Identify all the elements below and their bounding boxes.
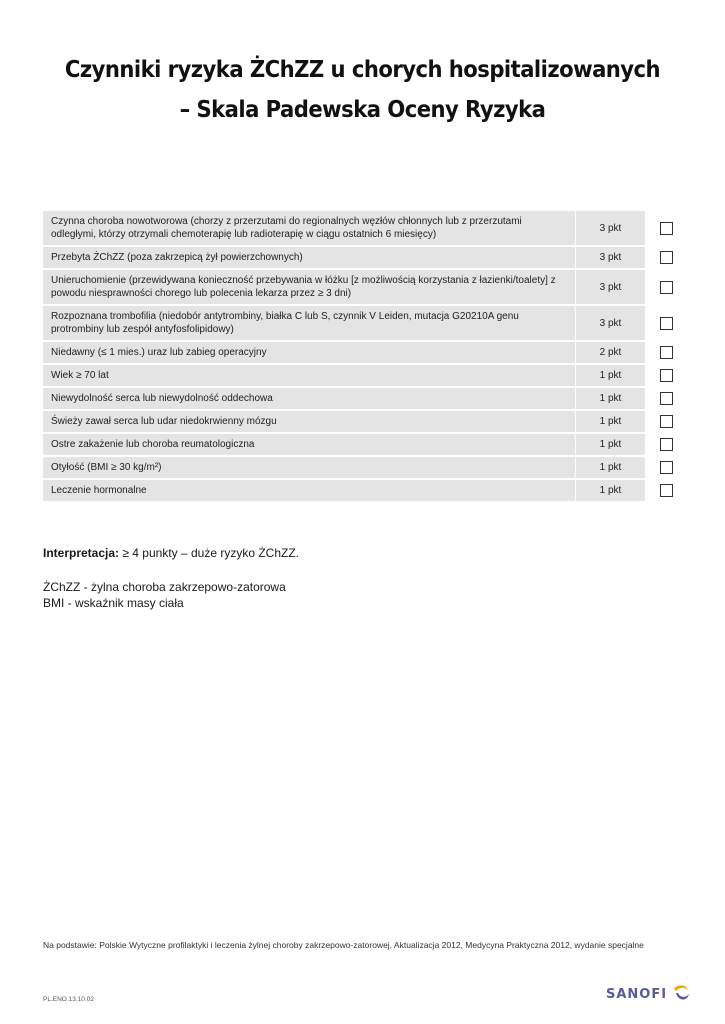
table-row (43, 365, 673, 386)
table-row (43, 434, 673, 455)
table-row (43, 342, 673, 363)
risk-factor-points: 1 pkt (576, 365, 645, 386)
risk-factor-points: 1 pkt (576, 434, 645, 455)
risk-factor-points: 2 pkt (576, 342, 645, 363)
risk-factor-points: 3 pkt (576, 211, 645, 245)
source-footnote: Na podstawie: Polskie Wytyczne profilaktyki i leczenia żylnej choroby zakrzepowo-zatorowej, Aktualizacja 2012, Medycyna Praktyczna 2012, wydanie specjalne (43, 940, 644, 950)
checkbox-cell (645, 222, 673, 235)
risk-factor-description: Rozpoznana trombofilia (niedobór antytrombiny, białka C lub S, czynnik V Leiden, mutacja G20210A genu protrombiny lub zespół antyfosfolipidowy) (43, 306, 575, 340)
checkbox-cell (645, 317, 673, 330)
table-row (43, 411, 673, 432)
risk-factor-checkbox[interactable] (660, 461, 673, 474)
risk-factor-description: Leczenie hormonalne (43, 480, 575, 501)
abbreviations (43, 579, 286, 611)
interpretation-text: ≥ 4 punkty – duże ryzyko ŻChZZ. (119, 546, 300, 560)
risk-factor-description: Niedawny (≤ 1 mies.) uraz lub zabieg operacyjny (43, 342, 575, 363)
checkbox-cell (645, 281, 673, 294)
risk-factor-points: 1 pkt (576, 480, 645, 501)
interpretation (43, 546, 299, 560)
risk-factor-checkbox[interactable] (660, 346, 673, 359)
table-row (43, 247, 673, 268)
table-row (43, 211, 673, 245)
risk-factor-table (43, 211, 673, 503)
risk-factor-points: 3 pkt (576, 270, 645, 304)
page-title (29, 50, 696, 130)
risk-factor-points: 1 pkt (576, 411, 645, 432)
risk-factor-description: Czynna choroba nowotworowa (chorzy z przerzutami do regionalnych węzłów chłonnych lub z przerzutami odległymi, którzy otrzymali chemoterapię lub radioterapię w ciągu ostatnich 6 miesięcy) (43, 211, 575, 245)
risk-factor-points: 1 pkt (576, 388, 645, 409)
risk-factor-description: Niewydolność serca lub niewydolność oddechowa (43, 388, 575, 409)
interpretation-label: Interpretacja: (43, 546, 120, 560)
abbreviation-bmi: BMI - wskaźnik masy ciała (43, 596, 184, 610)
risk-factor-checkbox[interactable] (660, 251, 673, 264)
risk-factor-description: Ostre zakażenie lub choroba reumatologiczna (43, 434, 575, 455)
risk-factor-checkbox[interactable] (660, 317, 673, 330)
risk-factor-checkbox[interactable] (660, 369, 673, 382)
checkbox-cell (645, 438, 673, 451)
risk-factor-checkbox[interactable] (660, 484, 673, 497)
title-line-2: – Skala Padewska Oceny Ryzyka (179, 97, 546, 123)
title-line-1: Czynniki ryzyka ŻChZZ u chorych hospitalizowanych (64, 57, 661, 83)
table-row (43, 480, 673, 501)
risk-factor-points: 3 pkt (576, 306, 645, 340)
table-row (43, 457, 673, 478)
checkbox-cell (645, 346, 673, 359)
checkbox-cell (645, 484, 673, 497)
table-row (43, 306, 673, 340)
sanofi-bird-icon (671, 983, 691, 1005)
checkbox-cell (645, 415, 673, 428)
risk-factor-description: Wiek ≥ 70 lat (43, 365, 575, 386)
table-row (43, 270, 673, 304)
logo-text: SANOFI (606, 986, 668, 1002)
risk-factor-points: 3 pkt (576, 247, 645, 268)
checkbox-cell (645, 369, 673, 382)
risk-factor-description: Otyłość (BMI ≥ 30 kg/m²) (43, 457, 575, 478)
checkbox-cell (645, 392, 673, 405)
risk-factor-description: Unieruchomienie (przewidywana konieczność przebywania w łóżku [z możliwością korzystania z łazienki/toalety] z powodu niesprawności chorego lub polecenia lekarza przez ≥ 3 dni) (43, 270, 575, 304)
risk-factor-checkbox[interactable] (660, 392, 673, 405)
checkbox-cell (645, 251, 673, 264)
risk-factor-description: Świeży zawał serca lub udar niedokrwienny mózgu (43, 411, 575, 432)
risk-factor-points: 1 pkt (576, 457, 645, 478)
risk-factor-description: Przebyta ŻChZZ (poza zakrzepicą żył powierzchownych) (43, 247, 575, 268)
risk-factor-checkbox[interactable] (660, 415, 673, 428)
risk-factor-checkbox[interactable] (660, 438, 673, 451)
checkbox-cell (645, 461, 673, 474)
risk-factor-checkbox[interactable] (660, 222, 673, 235)
sanofi-logo (606, 983, 691, 1005)
table-row (43, 388, 673, 409)
risk-factor-checkbox[interactable] (660, 281, 673, 294)
abbreviation-zchzz: ŻChZZ - żylna choroba zakrzepowo-zatorowa (43, 580, 286, 594)
document-code: PL.ENO.13.10.02 (43, 996, 94, 1003)
